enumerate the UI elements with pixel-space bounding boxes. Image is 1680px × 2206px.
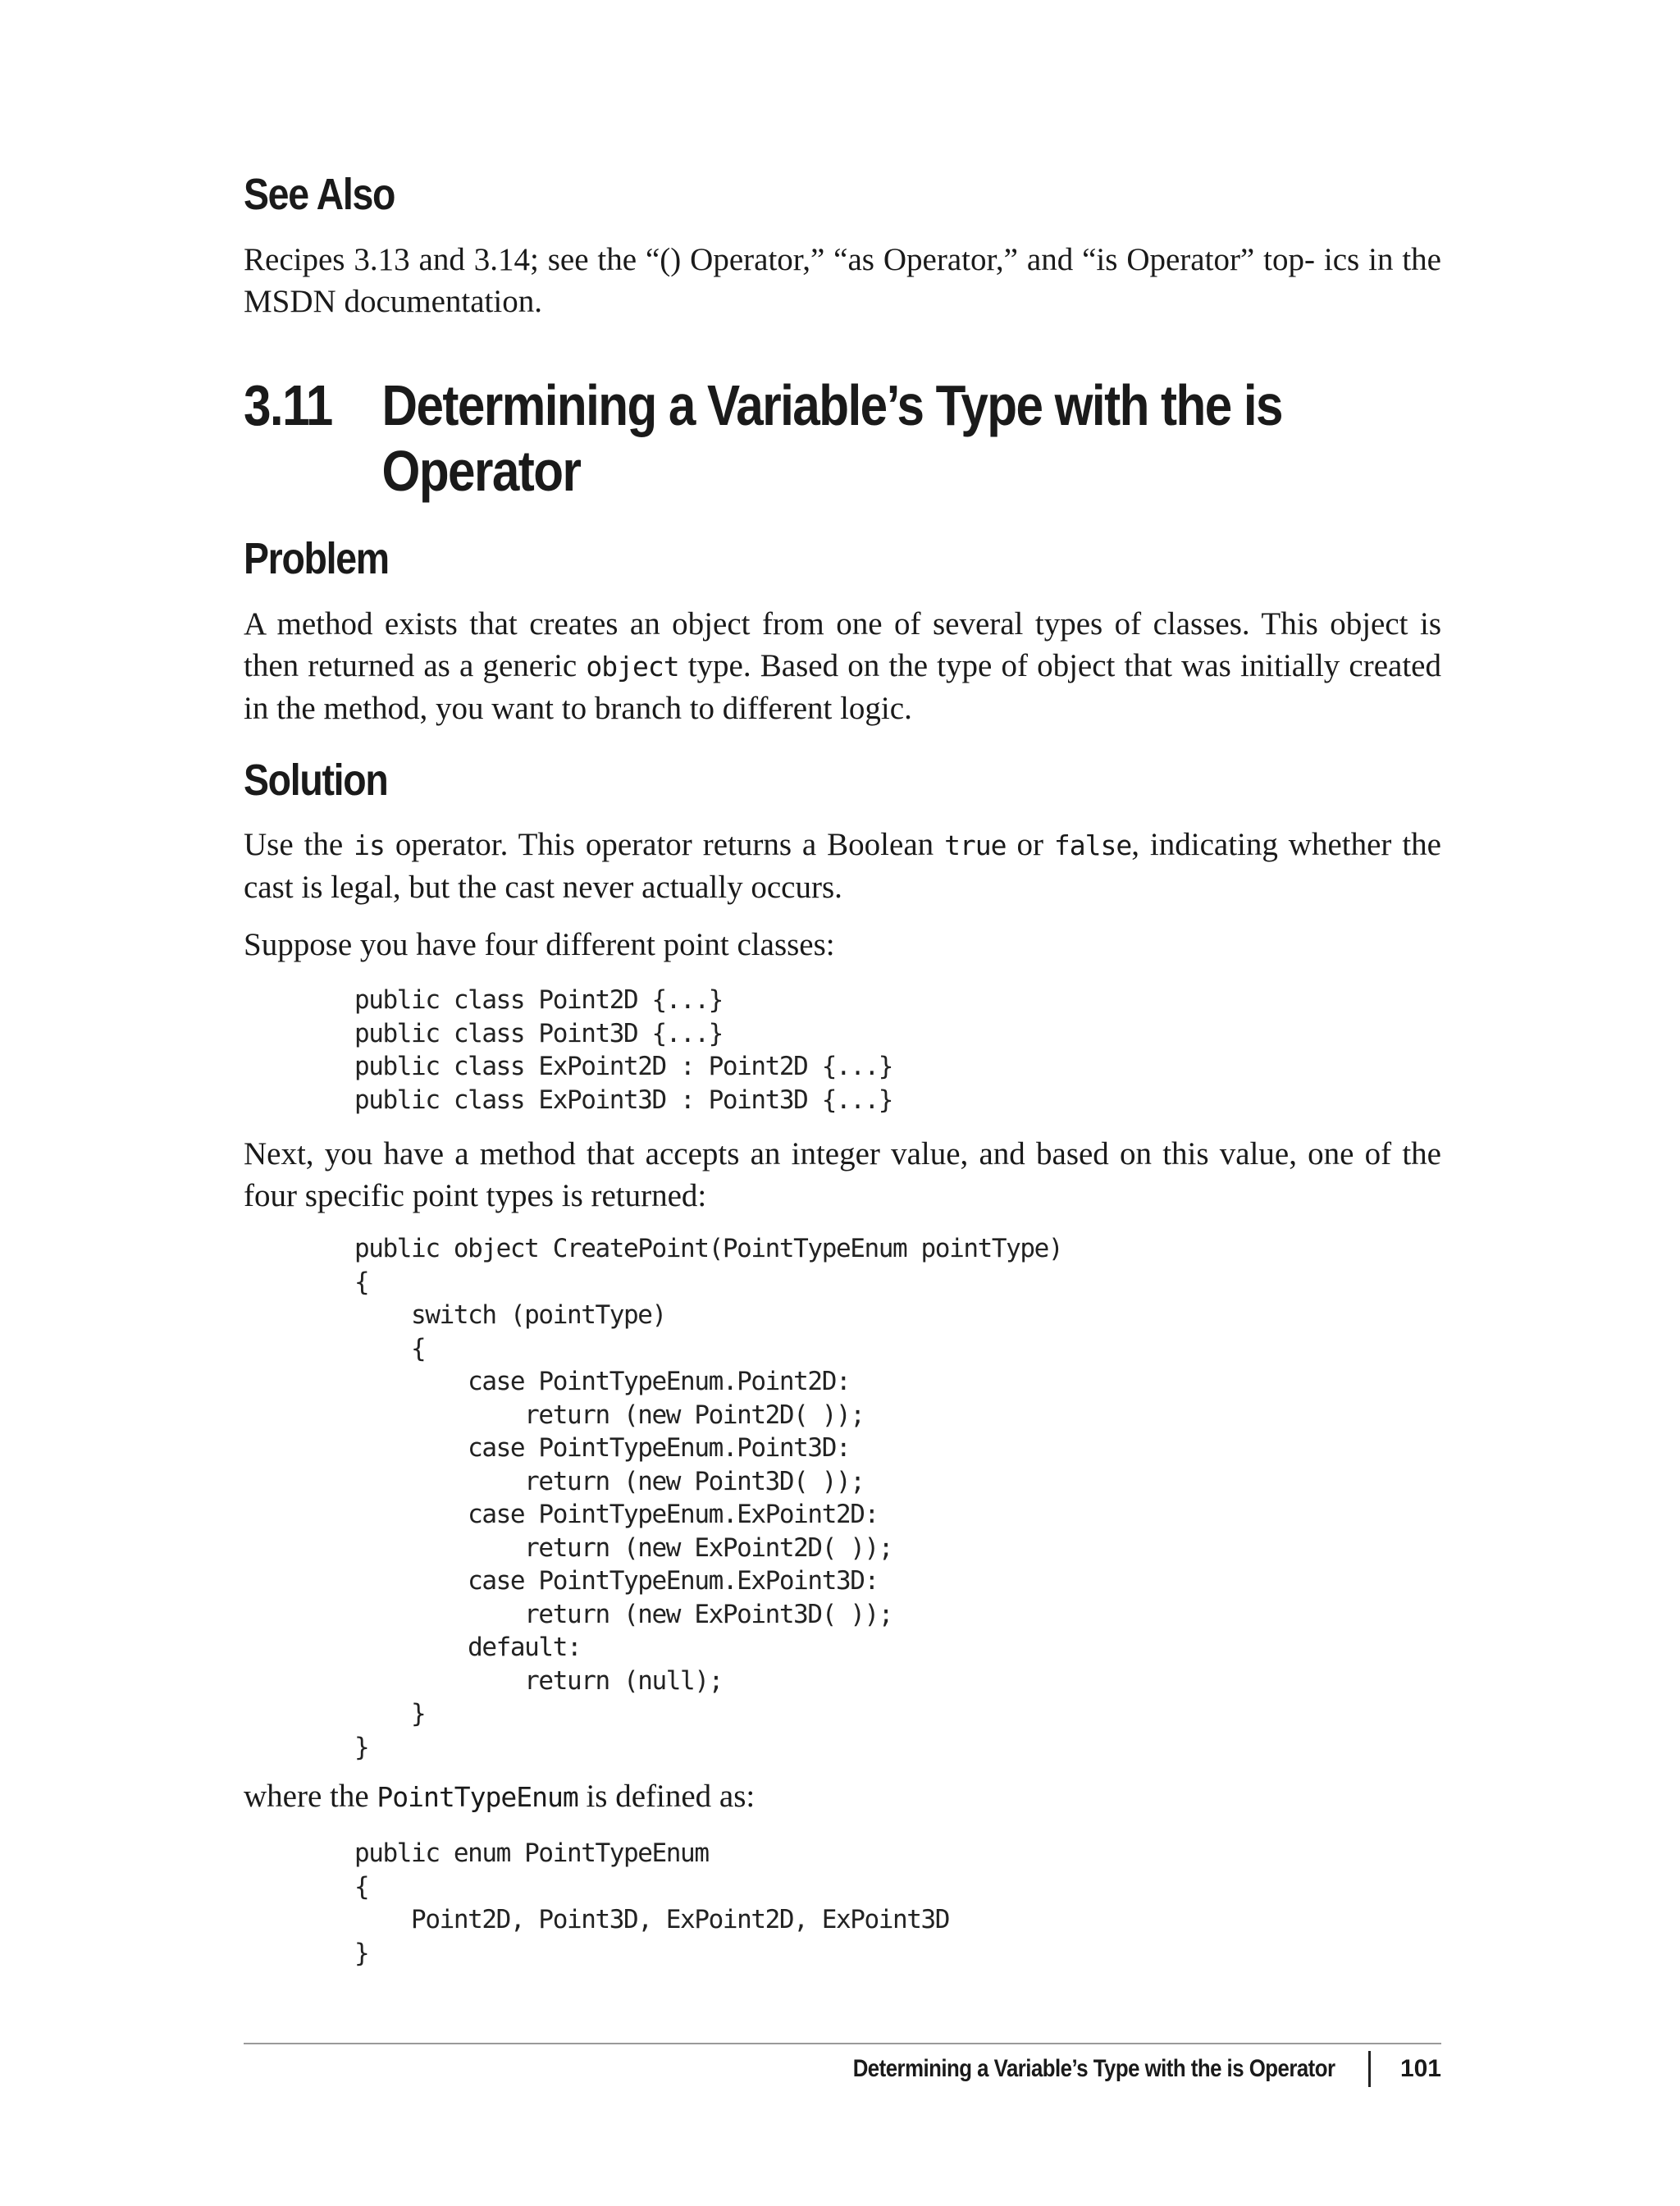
footer-divider xyxy=(244,2043,1441,2044)
problem-heading: Problem xyxy=(244,534,389,583)
code-block-create-point: public object CreatePoint(PointTypeEnum pointType) { switch (pointType) { case PointTypeEnum.Point2D: return (new Point2D( )); case PointTypeEnum.Point3D: return (new Point3D( )); case PointTypeEnum.ExPoint2D: return (new ExPoint2D( )); case PointTypeEnum.ExPoint3D: return (new ExPoint3D( )); default: return (null); } } xyxy=(354,1234,1063,1762)
point-classes-intro: Suppose you have four different point classes: xyxy=(244,927,835,962)
create-point-intro: Next, you have a method that accepts an integer value, and based on this value, one of the four specific point types is returned: xyxy=(244,1136,1441,1213)
section-number: 3.11 xyxy=(244,373,332,437)
page-footer xyxy=(774,2051,1441,2087)
footer-separator xyxy=(1368,2051,1371,2087)
see-also-heading: See Also xyxy=(244,170,395,219)
section-title xyxy=(244,373,1443,505)
code-block-point-classes: public class Point2D {...} public class Point3D {...} public class ExPoint2D : Point2D {...} public class ExPoint3D : Point3D {...} xyxy=(354,985,893,1115)
enum-intro: where the PointTypeEnum is defined as: xyxy=(244,1779,756,1814)
page-number: 101 xyxy=(1399,2055,1441,2082)
running-footer-title: Determining a Variable’s Type with the is Operator xyxy=(853,2055,1335,2082)
section-title-text: Determining a Variable’s Type with the is Operator xyxy=(381,373,1282,503)
problem-paragraph: A method exists that creates an object from one of several types of classes. This object is then returned as a generic object type. Based on the type of object that was initially created in the method, you want to branch to different logic. xyxy=(244,606,1441,726)
book-page xyxy=(244,0,1441,2206)
see-also-paragraph: Recipes 3.13 and 3.14; see the “() Operator,” “as Operator,” and “is Operator” top- ics in the MSDN documentation. xyxy=(244,242,1441,319)
solution-heading: Solution xyxy=(244,756,388,805)
solution-paragraph: Use the is operator. This operator returns a Boolean true or false, indicating whether the cast is legal, but the cast never actually occurs. xyxy=(244,827,1441,905)
code-block-enum: public enum PointTypeEnum { Point2D, Point3D, ExPoint2D, ExPoint3D } xyxy=(354,1838,950,1968)
